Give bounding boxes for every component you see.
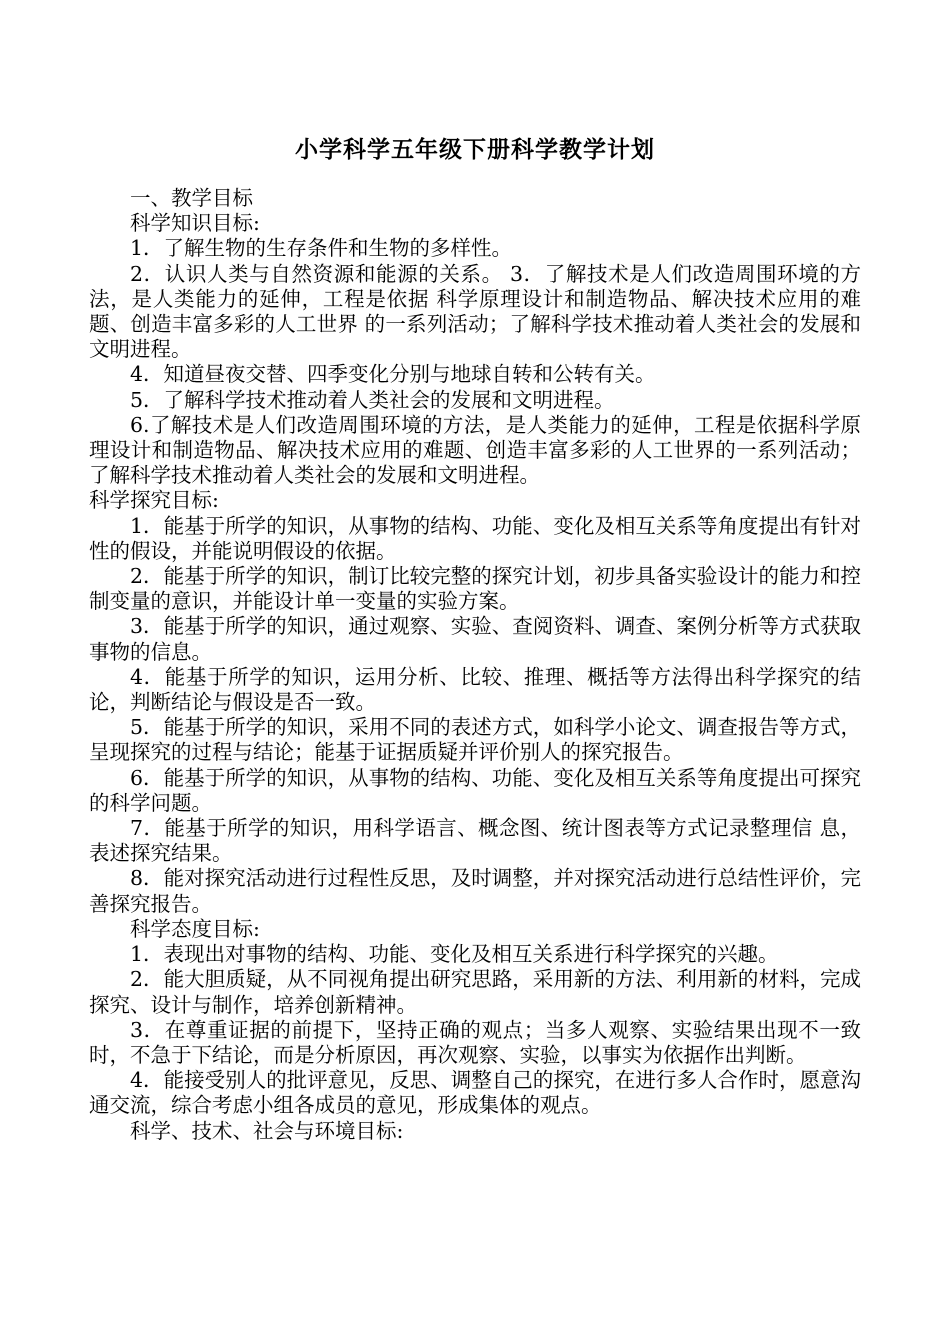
inquiry-item-3: 3．能基于所学的知识，通过观察、实验、查阅资料、调查、案例分析等方式获取事物的信息。 (89, 614, 861, 664)
section-heading-teaching-goals: 一、教学目标 (130, 186, 253, 210)
attitude-item-4: 4．能接受别人的批评意见，反思、调整自己的探究，在进行多人合作时，愿意沟通交流，综合考虑小组各成员的意见，形成集体的观点。 (89, 1068, 861, 1118)
inquiry-item-1: 1．能基于所学的知识，从事物的结构、功能、变化及相互关系等角度提出有针对性的假设，并能说明假设的依据。 (89, 513, 861, 563)
document-body (89, 186, 861, 1144)
attitude-item-3: 3．在尊重证据的前提下，坚持正确的观点；当多人观察、实验结果出现不一致时，不急于下结论，而是分析原因，再次观察、实验，以事实为依据作出判断。 (89, 1017, 861, 1067)
inquiry-item-8: 8．能对探究活动进行过程性反思，及时调整，并对探究活动进行总结性评价，完善探究报告。 (89, 866, 861, 916)
inquiry-item-7: 7．能基于所学的知识，用科学语言、概念图、统计图表等方式记录整理信 息，表述探究结果。 (89, 816, 861, 866)
subheading-inquiry-goals: 科学探究目标: (89, 488, 219, 513)
knowledge-item-4: 4．知道昼夜交替、四季变化分别与地球自转和公转有关。 (130, 362, 656, 387)
inquiry-item-6: 6．能基于所学的知识，从事物的结构、功能、变化及相互关系等角度提出可探究的科学问题。 (89, 765, 861, 815)
subheading-attitude-goals: 科学态度目标: (130, 916, 260, 941)
document-title: 小学科学五年级下册科学教学计划 (295, 136, 655, 163)
subheading-stse-goals: 科学、技术、社会与环境目标: (130, 1118, 404, 1143)
subheading-knowledge-goals: 科学知识目标: (130, 211, 260, 236)
inquiry-item-5: 5．能基于所学的知识，采用不同的表述方式，如科学小论文、调查报告等方式，呈现探究的过程与结论；能基于证据质疑并评价别人的探究报告。 (89, 715, 861, 765)
attitude-item-1: 1．表现出对事物的结构、功能、变化及相互关系进行科学探究的兴趣。 (130, 942, 779, 967)
inquiry-item-2: 2．能基于所学的知识，制订比较完整的探究计划，初步具备实验设计的能力和控制变量的意识，并能设计单一变量的实验方案。 (89, 564, 861, 614)
attitude-item-2: 2．能大胆质疑，从不同视角提出研究思路，采用新的方法、利用新的材料，完成探究、设计与制作，培养创新精神。 (89, 967, 861, 1017)
knowledge-item-6: 6.了解技术是人们改造周围环境的方法，是人类能力的延伸，工程是依据科学原理设计和制造物品、解决技术应用的难题、创造丰富多彩的人工世界的一系列活动；了解科学技术推动着人类社会的发展和文明进程。 (89, 412, 861, 488)
knowledge-item-2-3: 2．认识人类与自然资源和能源的关系。 3．了解技术是人们改造周围环境的方法，是人类能力的延伸，工程是依据 科学原理设计和制造物品、解决技术应用的难题、创造丰富多彩的人工世界 的一系列活动；了解科学技术推动着人类社会的发展和文明进程。 (89, 261, 861, 362)
knowledge-item-1: 1．了解生物的生存条件和生物的多样性。 (130, 236, 513, 261)
inquiry-item-4: 4．能基于所学的知识，运用分析、比较、推理、概括等方法得出科学探究的结论，判断结论与假设是否一致。 (89, 664, 861, 715)
knowledge-item-5: 5．了解科学技术推动着人类社会的发展和文明进程。 (130, 387, 615, 412)
